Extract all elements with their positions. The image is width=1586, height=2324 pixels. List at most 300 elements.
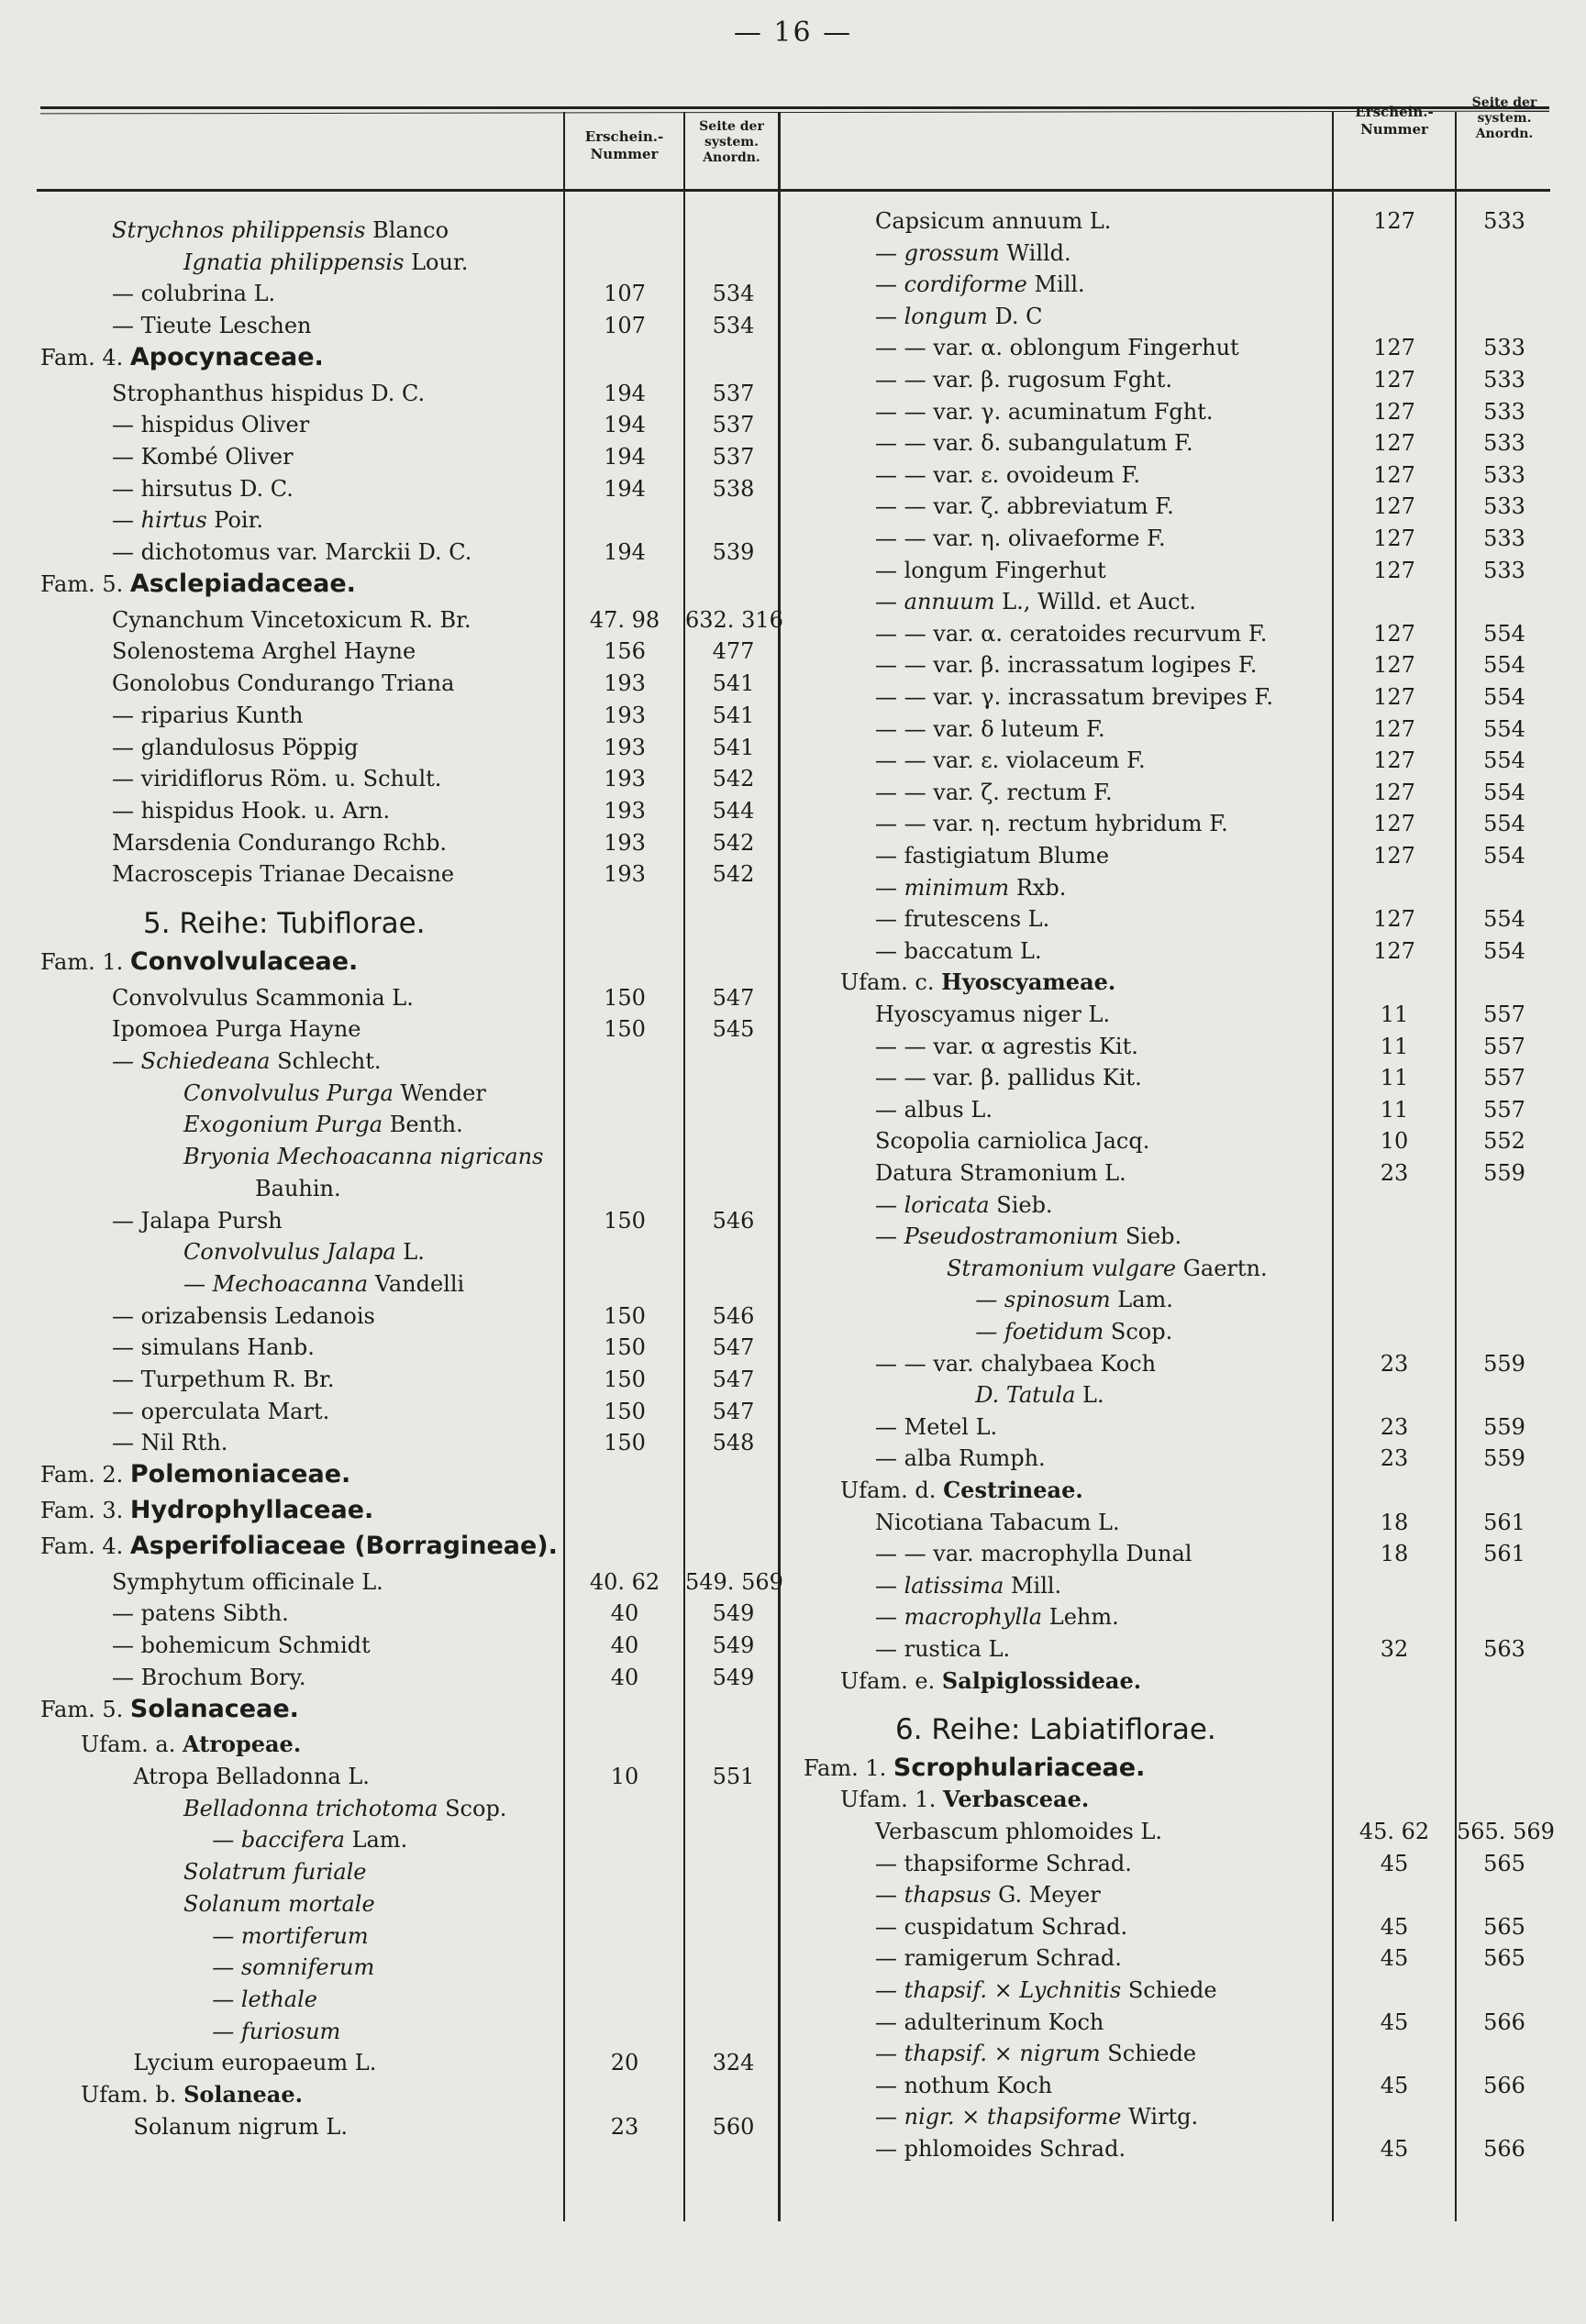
seite-anordnung: 547: [712, 1367, 755, 1393]
index-entry: [40, 1599, 774, 1632]
taxon-name: — macrophylla: [875, 1604, 1043, 1631]
taxon-name: — adulterinum: [875, 2009, 1042, 2035]
seite-anordnung: 533: [1483, 208, 1525, 234]
seite-anordnung: 533: [1483, 367, 1525, 393]
taxon-name: — — var. β. pallidus: [875, 1065, 1096, 1091]
erschein-nummer: 193: [604, 766, 646, 792]
taxon-name: — cordiforme: [875, 271, 1027, 298]
index-entry: [804, 525, 1547, 557]
seite-anordnung: 539: [712, 539, 755, 566]
taxon-name: — patens: [112, 1600, 216, 1627]
family-line: [40, 1461, 350, 1488]
family-name: Solanaceae.: [129, 1694, 299, 1723]
family-name: Hydrophyllaceae.: [129, 1495, 374, 1524]
taxon-author: Mart.: [267, 1398, 330, 1424]
index-entry: [40, 1953, 774, 1986]
index-entry: [804, 2009, 1547, 2041]
index-entry: [804, 239, 1547, 271]
taxon-author: Sieb.: [996, 1191, 1053, 1218]
index-entry: [804, 366, 1547, 398]
taxon-author: L.: [354, 2050, 377, 2076]
index-entry: [804, 1603, 1547, 1635]
taxon-name: Bryonia Mechoacanna nigricans: [183, 1144, 544, 1170]
entry-name: [875, 905, 1049, 933]
erschein-nummer: 127: [1373, 526, 1415, 551]
taxon-name: Ipomoea Purga: [112, 1016, 283, 1043]
entry-name: [875, 2009, 1104, 2036]
family-heading: [40, 344, 774, 376]
entry-name: [212, 2018, 340, 2045]
seite-anordnung: 534: [712, 281, 755, 307]
erschein-nummer: 127: [1373, 398, 1415, 425]
taxon-name: — — var. ε. ovoideum: [875, 461, 1115, 488]
seite-anordnung: 537: [712, 412, 755, 438]
taxon-author: G. Meyer: [998, 1882, 1101, 1909]
entry-name: [183, 1858, 367, 1886]
taxon-author: Lehm.: [1048, 1604, 1119, 1631]
taxon-name: — — var. δ. subangulatum: [875, 430, 1168, 457]
subfamily-line: [840, 1786, 1089, 1813]
seite-anordnung: 563: [1483, 1636, 1525, 1662]
taxon-name: — — var. α. oblongum: [875, 335, 1121, 361]
index-entry: [40, 637, 774, 670]
taxon-name: — simulans: [112, 1334, 240, 1361]
taxon-name: — thapsif. × Lychnitis: [875, 1976, 1122, 2003]
seite-anordnung: 533: [1483, 335, 1525, 361]
family-label: Fam. 5.: [40, 570, 124, 597]
index-entry: [804, 1881, 1547, 1913]
family-name: Convolvulaceae.: [129, 946, 359, 976]
entry-name: [875, 651, 1257, 679]
taxon-author: Koch: [1048, 2009, 1104, 2035]
entry-name: [875, 1223, 1181, 1250]
seite-anordnung: 565. 569: [1457, 1818, 1555, 1844]
erschein-nummer: 193: [604, 797, 646, 824]
erschein-nummer: 11: [1380, 1033, 1409, 1059]
header-text: Anordn.: [1475, 127, 1534, 141]
entry-name: [947, 1255, 1268, 1282]
family-name: Asperifoliaceae (Borragineae).: [129, 1531, 558, 1560]
index-entry: [804, 1001, 1547, 1033]
header-text: Nummer: [1360, 121, 1428, 138]
taxon-author: F.: [1121, 461, 1141, 488]
seite-anordnung: 554: [1483, 906, 1525, 933]
taxon-author: Hayne: [289, 1016, 361, 1043]
taxon-name: Symphytum officinale: [112, 1568, 355, 1595]
erschein-nummer: 150: [604, 1430, 646, 1456]
entry-name: [112, 829, 447, 857]
index-entry: [40, 2049, 774, 2081]
erschein-nummer: 11: [1380, 1096, 1409, 1123]
entry-name: [112, 1334, 315, 1361]
erschein-nummer: 45: [1380, 2135, 1409, 2162]
series-name: 6. Reihe: Labiatiflorae.: [895, 1713, 1216, 1747]
header-text: Erschein.-: [584, 128, 664, 145]
erschein-nummer: 194: [604, 412, 646, 438]
taxon-name: — grossum: [875, 239, 1000, 266]
entry-name: [875, 2103, 1198, 2130]
entry-name: [112, 443, 294, 470]
erschein-nummer: 18: [1380, 1509, 1409, 1535]
subfamily-line: [81, 1731, 301, 1758]
taxon-author: Hayne: [343, 638, 416, 665]
taxon-author: F.: [1254, 684, 1273, 710]
index-entry: [40, 702, 774, 734]
entry-name: [875, 429, 1193, 457]
entry-name: [875, 1444, 1046, 1472]
taxon-author: Mill.: [1034, 271, 1085, 298]
index-entry: [40, 1015, 774, 1047]
family-line: [40, 1696, 299, 1723]
erschein-nummer: 150: [604, 984, 646, 1011]
entry-name: [112, 506, 263, 534]
entry-name: [875, 1850, 1132, 1877]
taxon-author: Schrad.: [1045, 1850, 1132, 1876]
taxon-name: Hyoscyamus niger: [875, 1002, 1081, 1027]
taxon-name: — furiosum: [212, 2018, 341, 2044]
index-entry: [40, 1207, 774, 1239]
seite-anordnung: 548: [712, 1430, 755, 1456]
taxon-author: L.: [975, 1413, 998, 1440]
index-entry: [804, 303, 1547, 335]
index-entry: [40, 1111, 774, 1143]
taxon-author: Triana: [382, 670, 455, 697]
index-entry: [40, 2113, 774, 2145]
index-entry: [40, 1398, 774, 1430]
entry-name: [112, 606, 471, 634]
taxon-author: L.: [970, 1096, 993, 1123]
erschein-nummer: 127: [1373, 715, 1415, 742]
entry-name: [875, 842, 1109, 869]
seite-anordnung: 559: [1483, 1413, 1525, 1440]
entry-name: [875, 1191, 1053, 1219]
entry-name: [875, 2135, 1126, 2163]
family-label: Fam. 4.: [40, 1533, 124, 1559]
taxon-author: L.: [988, 1636, 1011, 1662]
taxon-name: Macroscepis Trianae: [112, 861, 346, 888]
index-entry: [804, 1413, 1547, 1445]
taxon-author: Schmidt: [277, 1632, 371, 1659]
seite-anordnung: 544: [712, 797, 755, 824]
seite-anordnung: 533: [1483, 493, 1525, 520]
header-text: Nummer: [590, 146, 659, 162]
subfamily-name: Solaneae.: [183, 2081, 303, 2108]
family-heading: [40, 948, 774, 980]
index-entry: [804, 1572, 1547, 1604]
entry-name: [875, 1413, 997, 1441]
taxon-author: Sibth.: [222, 1600, 289, 1627]
taxon-name: — Brochum: [112, 1664, 243, 1690]
index-entry: [40, 1632, 774, 1664]
erschein-nummer: 150: [604, 1334, 646, 1361]
taxon-name: — nigr. × thapsiforme: [875, 2104, 1122, 2130]
taxon-name: — alba: [875, 1445, 952, 1472]
entry-name: [112, 1207, 283, 1234]
entry-name: [183, 1270, 464, 1298]
taxon-name: — — var. β. rugosum: [875, 367, 1106, 393]
subfamily-name: Cestrineae.: [943, 1477, 1083, 1503]
seite-anordnung: 566: [1483, 2072, 1525, 2098]
entry-name: [112, 734, 359, 761]
index-entry: [804, 1944, 1547, 1976]
entry-name: [875, 366, 1172, 393]
index-entry: [40, 1334, 774, 1366]
entry-name: [875, 937, 1042, 965]
erschein-nummer: 23: [1380, 1160, 1409, 1186]
seite-anordnung: 541: [712, 702, 755, 728]
seite-anordnung: 554: [1483, 779, 1525, 805]
taxon-name: Strychnos philippensis: [112, 217, 366, 243]
index-entry: [40, 1826, 774, 1858]
index-entry: [40, 1922, 774, 1954]
entry-name: [875, 492, 1174, 520]
entry-name: [875, 779, 1113, 806]
entry-name: [212, 1922, 368, 1950]
taxon-name: — cuspidatum: [875, 1913, 1035, 1940]
page-number: — 16 —: [733, 17, 853, 49]
entry-name: [875, 461, 1140, 489]
index-entry: [40, 1429, 774, 1461]
index-entry: [40, 1664, 774, 1696]
entry-name: [112, 1366, 335, 1393]
taxon-author: D. C.: [239, 475, 294, 502]
taxon-name: — hirsutus: [112, 475, 233, 502]
subfamily-heading: [804, 1667, 1547, 1699]
index-entry: [804, 334, 1547, 366]
taxon-author: L.: [1098, 1509, 1120, 1535]
taxon-name: — latissima: [875, 1572, 1004, 1599]
index-entry: [804, 1850, 1547, 1882]
taxon-author: Lour.: [411, 249, 469, 275]
taxon-author: Kunth: [236, 702, 304, 728]
taxon-name: — — var. γ. incrassatum brevipes: [875, 684, 1248, 710]
entry-name: [183, 1143, 543, 1170]
erschein-nummer: 194: [604, 380, 646, 406]
family-heading: [40, 1696, 774, 1728]
entry-name: [875, 588, 1196, 615]
seite-anordnung: 560: [712, 2113, 755, 2140]
index-entry: [804, 1191, 1547, 1223]
index-entry: [40, 1890, 774, 1922]
taxon-name: — — var. γ. acuminatum: [875, 398, 1148, 425]
index-entry: [40, 443, 774, 475]
taxon-name: Datura Stramonium: [875, 1160, 1098, 1186]
taxon-author: Ledanois: [274, 1302, 375, 1329]
taxon-author: D. C: [994, 303, 1043, 329]
index-entry: [804, 1381, 1547, 1413]
erschein-nummer: 45. 62: [1359, 1818, 1430, 1844]
seite-anordnung: 554: [1483, 747, 1525, 774]
taxon-name: — thapsiforme: [875, 1850, 1039, 1876]
entry-name: [875, 557, 1106, 584]
erschein-nummer: 193: [604, 829, 646, 856]
entry-name: [112, 216, 449, 244]
seite-anordnung: 537: [712, 444, 755, 470]
index-entry: [804, 1540, 1547, 1572]
index-entry: [804, 1913, 1547, 1945]
seite-anordnung: 533: [1483, 526, 1525, 551]
subfamily-name: Atropeae.: [183, 1731, 302, 1758]
entry-name: [112, 312, 311, 339]
erschein-nummer: 107: [604, 313, 646, 339]
taxon-name: Convolvulus Purga: [183, 1079, 394, 1106]
index-entry: [804, 492, 1547, 525]
entry-name: [875, 1350, 1156, 1378]
index-entry: [804, 207, 1547, 239]
taxon-name: Gonolobus Condurango: [112, 670, 375, 697]
taxon-name: Solatrum furiale: [183, 1859, 367, 1886]
taxon-author: Pöppig: [282, 734, 359, 760]
seite-anordnung: 554: [1483, 620, 1525, 647]
entry-name: [975, 1286, 1173, 1313]
top-rule-thin: [40, 111, 1549, 115]
seite-anordnung: 541: [712, 734, 755, 760]
header-text: Erschein.-: [1355, 104, 1434, 120]
taxon-name: Lycium europaeum: [133, 2050, 349, 2076]
taxon-author: Blanco: [372, 217, 449, 243]
taxon-author: L.: [1089, 208, 1112, 234]
seite-anordnung: 549: [712, 1664, 755, 1690]
family-label: Fam. 1.: [40, 948, 124, 975]
taxon-name: — albus: [875, 1096, 964, 1123]
taxon-author: Pursh: [216, 1207, 283, 1234]
index-entry: [40, 1270, 774, 1302]
erschein-nummer: 150: [604, 1016, 646, 1043]
taxon-author: Fght.: [1153, 398, 1214, 425]
entry-name: [212, 1826, 407, 1854]
taxon-name: — colubrina: [112, 281, 247, 307]
taxon-author: Scop.: [445, 1795, 507, 1821]
erschein-nummer: 23: [1380, 1413, 1409, 1440]
entry-name: [875, 1159, 1126, 1187]
entry-name: [875, 1001, 1110, 1028]
top-rule: [40, 106, 1549, 109]
seite-anordnung: 477: [712, 638, 755, 665]
seite-anordnung: 549: [712, 1632, 755, 1659]
seite-anordnung: 533: [1483, 557, 1525, 583]
seite-anordnung: 324: [712, 2050, 755, 2076]
series-heading: [40, 907, 774, 942]
erschein-nummer: 193: [604, 734, 646, 760]
index-entry: [40, 1175, 774, 1207]
taxon-author: Poir.: [214, 507, 264, 534]
index-entry: [804, 810, 1547, 842]
taxon-name: Belladonna trichotoma: [183, 1795, 438, 1821]
taxon-name: — spinosum: [975, 1287, 1111, 1313]
entry-name: [975, 1318, 1172, 1345]
seite-anordnung: 552: [1483, 1128, 1525, 1155]
entry-name: [875, 1064, 1142, 1091]
taxon-name: Exogonium Purga: [183, 1112, 383, 1138]
taxon-name: — hispidus: [112, 797, 235, 824]
taxon-name: — Mechoacanna: [183, 1270, 369, 1297]
index-entry: [40, 606, 783, 638]
taxon-author: Koch: [996, 2072, 1053, 2098]
index-entry: [40, 538, 774, 570]
taxon-author: F.: [1209, 811, 1228, 837]
taxon-name: — rustica: [875, 1636, 982, 1662]
subfamily-line: [81, 2081, 303, 2108]
subfamily-line: [840, 1667, 1141, 1695]
index-entry: [804, 1033, 1547, 1065]
index-entry: [804, 715, 1547, 747]
taxon-name: — — var. δ luteum: [875, 715, 1080, 742]
taxon-name: — Schiedeana: [112, 1048, 271, 1075]
entry-name: [133, 2113, 348, 2141]
family-line: [40, 1533, 558, 1560]
header-text: Seite der: [699, 119, 764, 134]
seite-anordnung: 533: [1483, 430, 1525, 457]
index-entry: [40, 411, 774, 443]
seite-anordnung: 561: [1483, 1509, 1525, 1535]
taxon-author: Schiede: [1107, 2041, 1197, 2067]
taxon-author: L., Willd. et Auct.: [1002, 589, 1196, 615]
seite-anordnung: 538: [712, 475, 755, 502]
entry-name: [875, 398, 1213, 426]
taxon-name: Bauhin.: [255, 1175, 341, 1201]
taxon-author: Rxb.: [1015, 874, 1067, 901]
index-entry: [804, 1096, 1547, 1128]
index-entry: [40, 1238, 774, 1270]
erschein-nummer: 194: [604, 539, 646, 566]
erschein-nummer: 127: [1373, 747, 1415, 774]
taxon-name: — thapsif. × nigrum: [875, 2041, 1101, 2067]
taxon-author: D. C.: [371, 380, 426, 406]
erschein-nummer: 45: [1380, 1850, 1409, 1876]
taxon-name: — orizabensis: [112, 1302, 268, 1329]
taxon-name: — — var. chalybaea: [875, 1350, 1093, 1377]
subfamily-heading: [804, 968, 1547, 1001]
entry-name: [875, 2072, 1052, 2099]
index-entry: [40, 860, 774, 892]
index-entry: [804, 2135, 1547, 2167]
seite-anordnung: 551: [712, 1764, 755, 1790]
taxon-author: F.: [1147, 526, 1166, 551]
entry-name: [112, 702, 303, 729]
erschein-nummer: 150: [604, 1207, 646, 1234]
taxon-name: — ramigerum: [875, 1945, 1029, 1972]
taxon-author: Koch: [1100, 1350, 1157, 1377]
right-header-seite: [1457, 95, 1552, 142]
taxon-name: — glandulosus: [112, 734, 275, 760]
family-heading: [40, 1533, 774, 1565]
subfamily-label: Ufam. e.: [840, 1667, 936, 1694]
erschein-nummer: 127: [1373, 779, 1415, 805]
taxon-author: Schrad.: [1035, 1945, 1122, 1972]
seite-anordnung: 559: [1483, 1350, 1525, 1377]
seite-anordnung: 557: [1483, 1096, 1525, 1123]
erschein-nummer: 193: [604, 670, 646, 697]
family-line: [804, 1754, 1145, 1782]
taxon-author: L.: [348, 1764, 370, 1790]
entry-name: [183, 1890, 375, 1918]
taxon-author: F.: [1174, 430, 1193, 457]
index-entry: [40, 2018, 774, 2050]
index-entry: [40, 1568, 783, 1600]
erschein-nummer: 40: [610, 1632, 639, 1659]
erschein-nummer: 156: [604, 638, 646, 665]
entry-name: [875, 1944, 1122, 1972]
taxon-author: Scop.: [1110, 1319, 1173, 1345]
seite-anordnung: 565: [1483, 1913, 1525, 1940]
entry-name: [133, 2049, 376, 2076]
taxon-author: L.: [392, 984, 414, 1011]
entry-name: [112, 984, 414, 1012]
taxon-author: Schrad.: [1038, 2135, 1126, 2162]
index-entry: [40, 1079, 774, 1112]
erschein-nummer: 150: [604, 1398, 646, 1424]
taxon-author: Fght.: [1113, 367, 1173, 393]
